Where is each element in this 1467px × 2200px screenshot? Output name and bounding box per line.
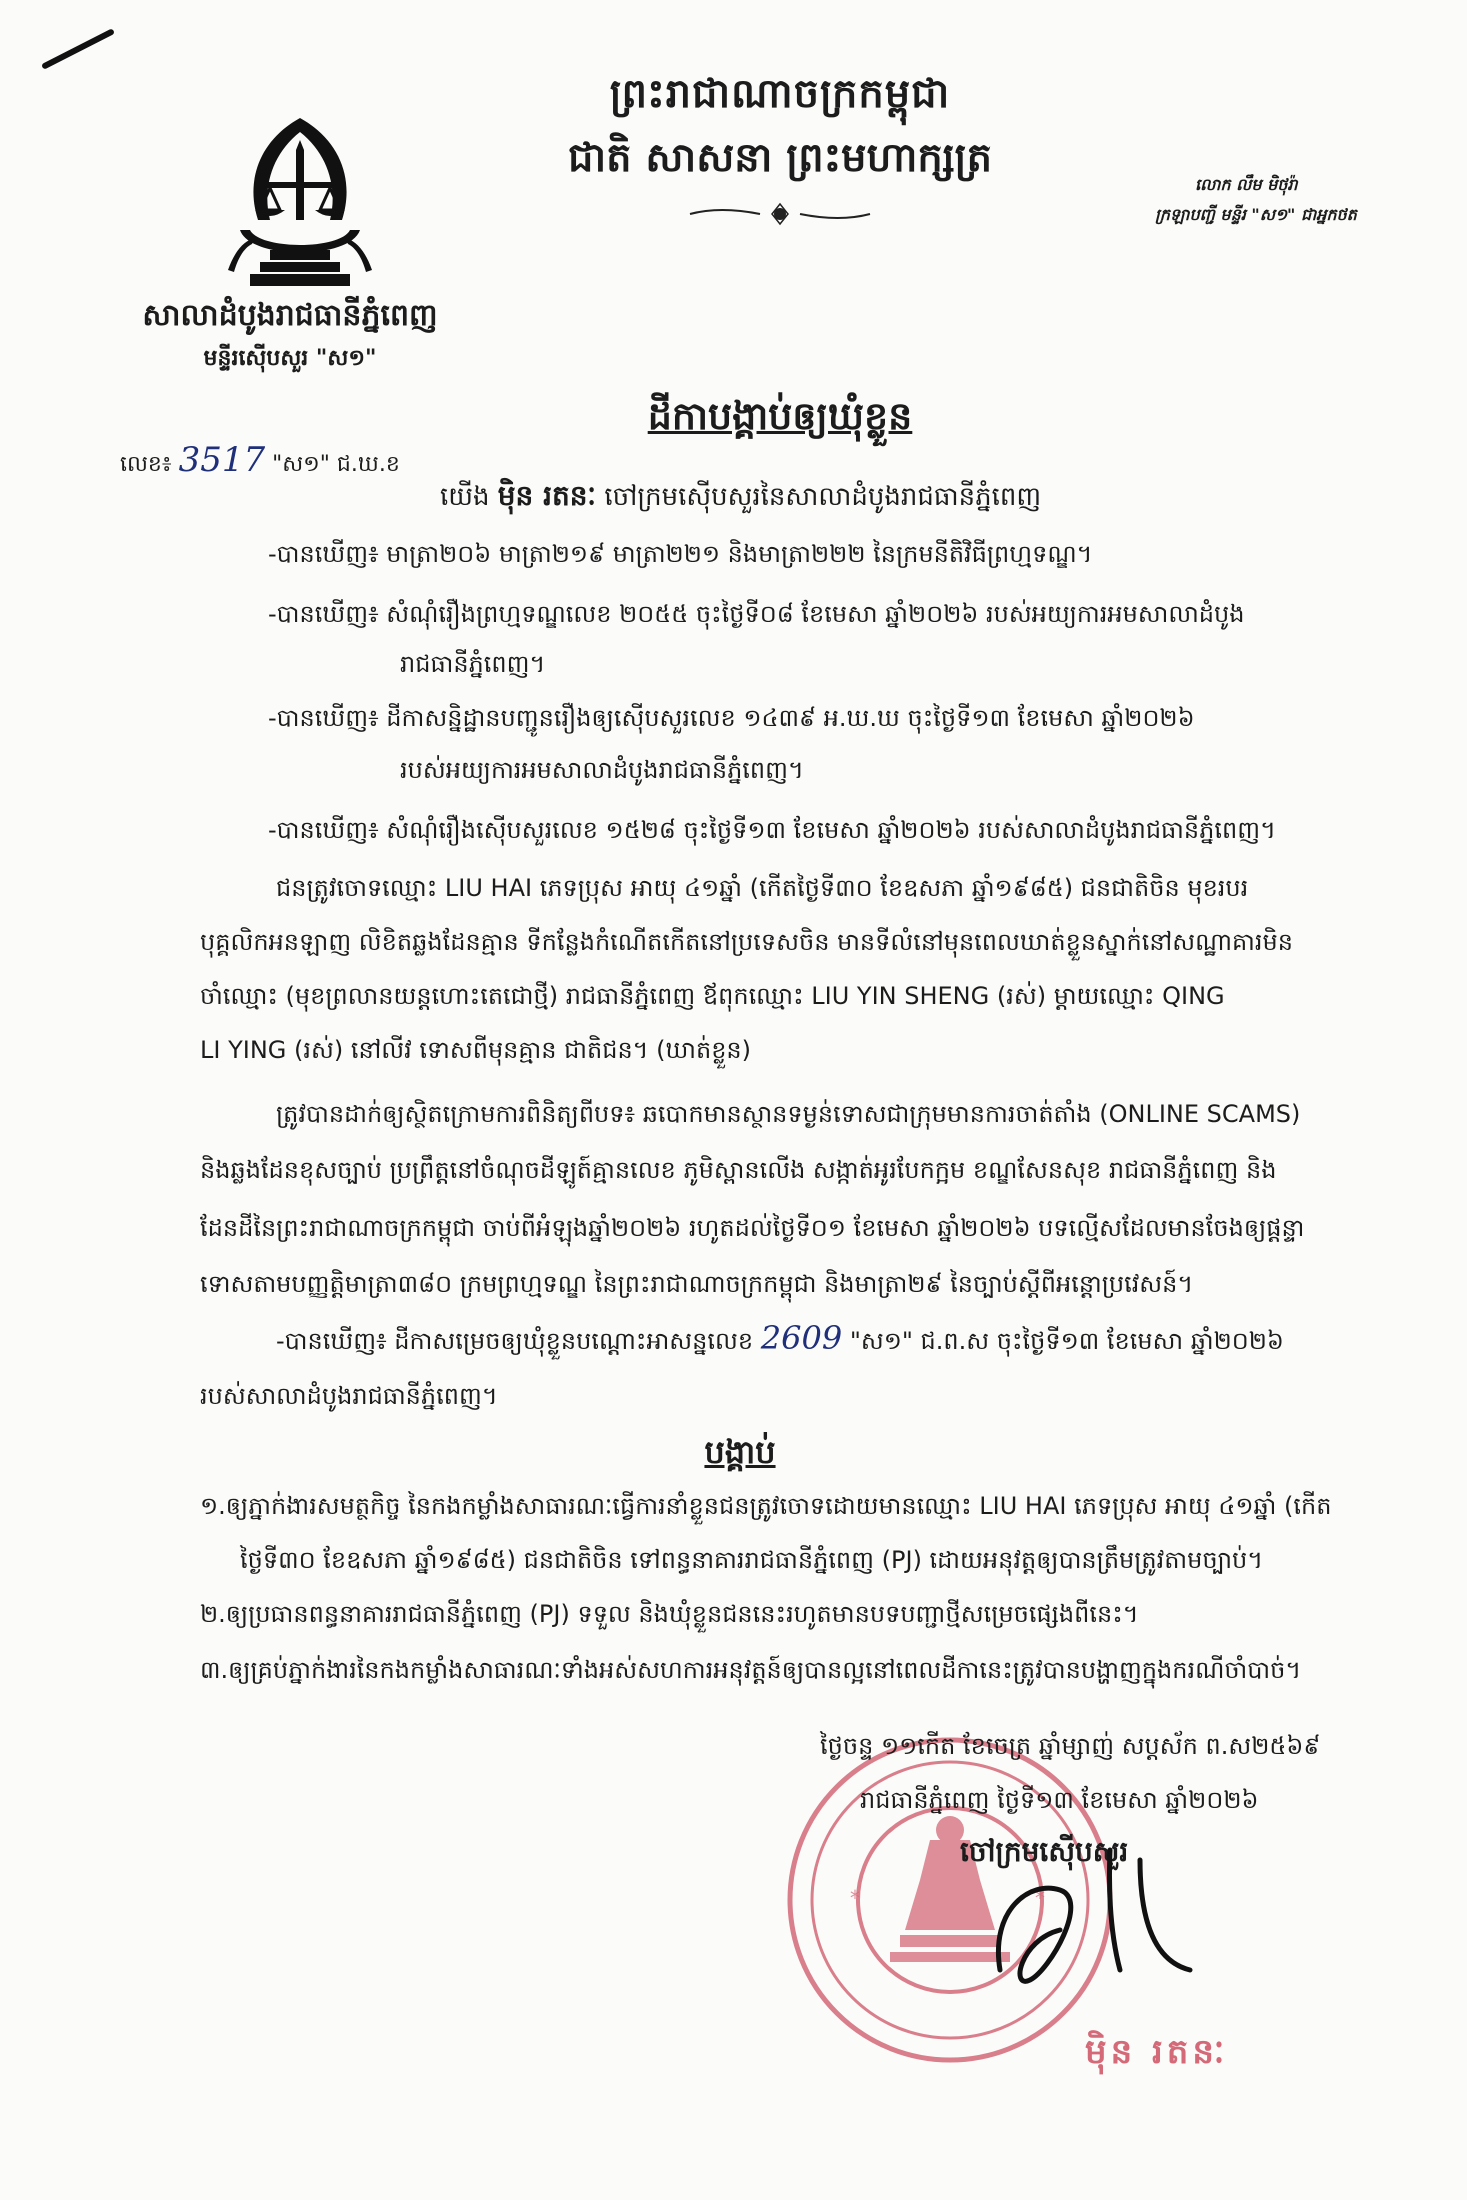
decision-recital — [276, 1319, 1284, 1357]
court-emblem-icon — [200, 110, 400, 300]
recital-label: -បានឃើញ៖ — [268, 600, 379, 628]
recital-label: -បានឃើញ៖ — [276, 1327, 387, 1355]
lunar-date: ថ្ងៃចន្ទ ១១កើត ខែចេត្រ ឆ្នាំម្សាញ់ សប្តស័ក ព.ស២៥៦៩ — [820, 1732, 1321, 1760]
decision-suffix: "ស១" ជ.ព.ស ចុះថ្ងៃទី១៣ ខែមេសា ឆ្នាំ២០២៦ — [849, 1327, 1284, 1355]
order-3: ៣.ឲ្យគ្រប់ភ្នាក់ងារនៃកងកម្លាំងសាធារណៈទាំងអស់សហការអនុវត្តន៍ឲ្យបានល្អនៅពេលដីកានេះត្រូវបានបង្ហាញក្នុងករណីចាំបាច់។ — [200, 1656, 1302, 1684]
accused-line-1: ជនត្រូវចោទឈ្មោះ LIU HAI ភេទប្រុស អាយុ ៤១ឆ្នាំ (កើតថ្ងៃទី៣០ ខែឧសភា ឆ្នាំ១៩៨៥) ជនជាតិចិន មុខរបរ — [276, 874, 1249, 902]
charge-line-4: ទោសតាមបញ្ញត្តិមាត្រា៣៨០ ក្រមព្រហ្មទណ្ឌ នៃព្រះរាជាណាចក្រកម្ពុជា និងមាត្រា២៩ នៃច្បាប់ស្ដីពីអន្តោប្រវេសន៍។ — [200, 1270, 1194, 1298]
accused-line-4: LI YING (រស់) នៅលីវ ទោសពីមុនគ្មាន ជាតិជន។ (ឃាត់ខ្លួន) — [200, 1036, 752, 1064]
judge-name: ម៉ិន រតនៈ — [497, 479, 597, 512]
recital-label: -បានឃើញ៖ — [268, 704, 379, 732]
recital-text: មាត្រា២០៦ មាត្រា២១៩ មាត្រា២២១ និងមាត្រា២២២ នៃក្រមនីតិវិធីព្រហ្មទណ្ឌ។ — [386, 540, 1093, 568]
judge-name-stamp: ម៉ិន រតនៈ — [1085, 2032, 1229, 2072]
court-name: សាលាដំបូងរាជធានីភ្នំពេញ — [142, 298, 438, 333]
decision-handwritten-number: 2609 — [760, 1319, 843, 1357]
accused-line-3: ចាំឈ្មោះ (មុខព្រលានយន្តហោះតេជោថ្មី) រាជធានីភ្នំពេញ ឪពុកឈ្មោះ LIU YIN SHENG (រស់) ម្ដាយឈ្មោះ QING — [200, 982, 1225, 1010]
court-office: មន្ទីរស៊ើបសួរ "ស១" — [203, 346, 377, 371]
recital-3-continued: របស់អយ្យការអមសាលាដំបូងរាជធានីភ្នំពេញ។ — [400, 756, 804, 784]
order-heading: បង្គាប់ — [704, 1433, 776, 1471]
clerk-name-note: លោក លឹម មិថុរ៉ា — [1195, 175, 1298, 194]
charge-line-1: ត្រូវបានដាក់ឲ្យស្ថិតក្រោមការពិនិត្យពីបទ៖ ឆបោកមានស្ថានទម្ងន់ទោសជាក្រុមមានការចាត់តាំង (ONLINE SCAMS) — [276, 1100, 1301, 1128]
national-motto: ជាតិ សាសនា ព្រះមហាក្សត្រ — [568, 135, 992, 181]
issuer-suffix: ចៅក្រមស៊ើបសួរនៃសាលាដំបូងរាជធានីភ្នំពេញ — [604, 482, 1042, 512]
pen-mark — [41, 28, 115, 70]
ref-suffix: "ស១" ជ.ឃ.ខ — [272, 452, 400, 477]
recital-text: សំណុំរឿងព្រហ្មទណ្ឌលេខ ២០៥៥ ចុះថ្ងៃទី០៨ ខែមេសា ឆ្នាំ២០២៦ របស់អយ្យការអមសាលាដំបូង — [386, 600, 1245, 628]
recital-label: -បានឃើញ៖ — [268, 816, 379, 844]
issuer-line — [440, 478, 1041, 519]
signatory-title: ចៅក្រមស៊ើបសួរ — [960, 1835, 1129, 1868]
svg-text:*: * — [1035, 1886, 1045, 1910]
order-1: ១.ឲ្យភ្នាក់ងារសមត្ថកិច្ច នៃកងកម្លាំងសាធារណៈធ្វើការនាំខ្លួនជនត្រូវចោទដោយមានឈ្មោះ LIU HAI ភេទប្រុស អាយុ ៤១ឆ្នាំ (កើត — [200, 1492, 1332, 1520]
recital-text: ដីកាសន្និដ្ឋានបញ្ជូនរឿងឲ្យស៊ើបសួរលេខ ១៤៣៩ អ.ឃ.ឃ ចុះថ្ងៃទី១៣ ខែមេសា ឆ្នាំ២០២៦ — [386, 704, 1195, 732]
recital-2-continued: រាជធានីភ្នំពេញ។ — [400, 650, 546, 678]
decision-prefix: ដីកាសម្រេចឲ្យឃុំខ្លួនបណ្ដោះអាសន្នលេខ — [394, 1327, 754, 1355]
document-title: ដីកាបង្គាប់ឲ្យឃុំខ្លួន — [647, 394, 913, 438]
order-1-continued: ថ្ងៃទី៣០ ខែឧសភា ឆ្នាំ១៩៨៥) ជនជាតិចិន ទៅពន្ធនាគាររាជធានីភ្នំពេញ (PJ) ដោយអនុវត្តឲ្យបានត្រឹមត្រូវតាមច្បាប់។ — [240, 1546, 1264, 1574]
reference-number — [120, 440, 400, 482]
recital-text: សំណុំរឿងស៊ើបសួរលេខ ១៥២៨ ចុះថ្ងៃទី១៣ ខែមេសា ឆ្នាំ២០២៦ របស់សាលាដំបូងរាជធានីភ្នំពេញ។ — [386, 816, 1276, 844]
kingdom-heading: ព្រះរាជាណាចក្រកម្ពុជា — [609, 71, 951, 117]
recital-1 — [268, 538, 1092, 570]
order-2: ២.ឲ្យប្រធានពន្ធនាគាររាជធានីភ្នំពេញ (PJ) ទទួល និងឃុំខ្លួនជននេះរហូតមានបទបញ្ជាថ្មីសម្រេចផ្សេងពីនេះ។ — [200, 1600, 1139, 1628]
issuer-prefix: យើង — [440, 482, 490, 512]
ref-handwritten-number: 3517 — [178, 440, 266, 480]
recital-label: -បានឃើញ៖ — [268, 540, 379, 568]
clerk-role-note: ក្រឡាបញ្ជី មន្ទីរ "ស១" ជាអ្នកថត — [1155, 205, 1357, 224]
recital-4 — [268, 814, 1276, 846]
recital-2 — [268, 598, 1245, 630]
charge-line-2: និងឆ្លងដែនខុសច្បាប់ ប្រព្រឹត្តនៅចំណុចដីឡូត៍គ្មានលេខ ភូមិស្ពានលើង សង្កាត់អូរបែកក្អម ខណ្ឌសែនសុខ រាជធានីភ្នំពេញ និង — [200, 1156, 1277, 1184]
svg-text:*: * — [850, 1886, 860, 1910]
ornament-icon — [680, 202, 880, 226]
decision-recital-continued: របស់សាលាដំបូងរាជធានីភ្នំពេញ។ — [200, 1382, 498, 1410]
place-date: រាជធានីភ្នំពេញ ថ្ងៃទី១៣ ខែមេសា ឆ្នាំ២០២៦ — [860, 1786, 1259, 1814]
handwritten-signature-icon — [990, 1820, 1200, 2000]
recital-3 — [268, 702, 1195, 734]
charge-line-3: ដែនដីនៃព្រះរាជាណាចក្រកម្ពុជា ចាប់ពីអំឡុងឆ្នាំ២០២៦ រហូតដល់ថ្ងៃទី០១ ខែមេសា ឆ្នាំ២០២៦ បទល្មើសដែលមានចែងឲ្យផ្ដន្ទា — [200, 1214, 1305, 1242]
ref-prefix: លេខ៖ — [120, 452, 172, 477]
accused-line-2: បុគ្គលិកអនឡាញ លិខិតឆ្លងដែនគ្មាន ទីកន្លែងកំណើតកើតនៅប្រទេសចិន មានទីលំនៅមុនពេលឃាត់ខ្លួនស្នាក់នៅសណ្ឋាគារមិន — [200, 928, 1293, 956]
